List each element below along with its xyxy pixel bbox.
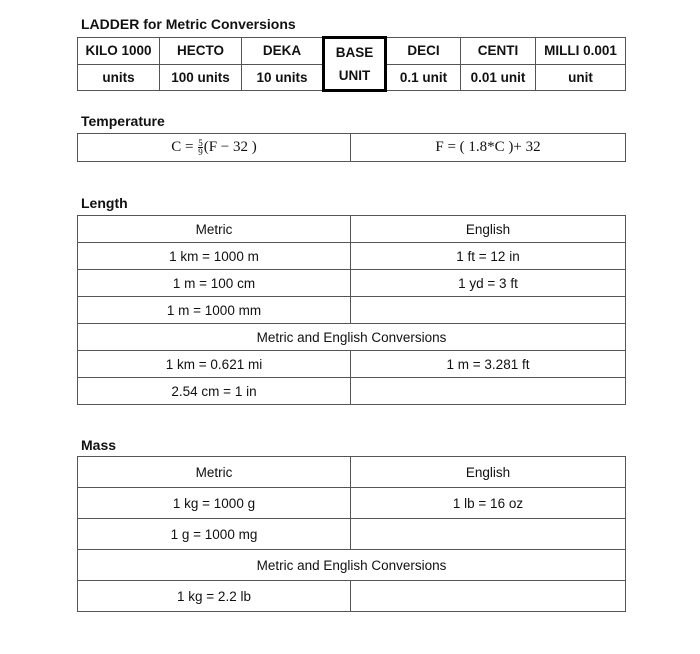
ladder-hecto: HECTO bbox=[160, 38, 242, 65]
ladder-deci: DECI bbox=[386, 38, 461, 65]
ladder-milli: MILLI 0.001 bbox=[536, 38, 626, 65]
page-title: LADDER for Metric Conversions bbox=[81, 16, 296, 32]
table-cell: 1 m = 3.281 ft bbox=[351, 351, 626, 378]
ladder-kilo: KILO 1000 bbox=[78, 38, 160, 65]
table-row bbox=[78, 324, 626, 351]
table-row bbox=[78, 519, 626, 550]
table-cell: 1 m = 1000 mm bbox=[78, 297, 351, 324]
mass-table bbox=[77, 456, 626, 612]
length-conversions-heading: Metric and English Conversions bbox=[78, 324, 626, 351]
table-cell: 1 yd = 3 ft bbox=[351, 270, 626, 297]
table-cell: 1 lb = 16 oz bbox=[351, 488, 626, 519]
length-table bbox=[77, 215, 626, 405]
mass-col-english: English bbox=[351, 457, 626, 488]
ladder-deci-units: 0.1 unit bbox=[386, 64, 461, 91]
table-cell bbox=[351, 581, 626, 612]
ladder-centi: CENTI bbox=[461, 38, 536, 65]
length-col-metric: Metric bbox=[78, 216, 351, 243]
metric-ladder-table bbox=[77, 36, 626, 92]
table-row bbox=[78, 581, 626, 612]
length-heading: Length bbox=[81, 195, 128, 211]
table-row bbox=[78, 378, 626, 405]
table-row bbox=[78, 550, 626, 581]
table-cell: 1 g = 1000 mg bbox=[78, 519, 351, 550]
fraction-five-ninths: $\frac{5}{9}$ bbox=[198, 138, 203, 158]
mass-heading: Mass bbox=[81, 437, 117, 453]
table-cell: 1 kg = 2.2 lb bbox=[78, 581, 351, 612]
temperature-table bbox=[77, 133, 626, 162]
ladder-hecto-units: 100 units bbox=[160, 64, 242, 91]
length-col-english: English bbox=[351, 216, 626, 243]
mass-col-metric: Metric bbox=[78, 457, 351, 488]
ladder-deka: DEKA bbox=[242, 38, 324, 65]
table-cell: 1 km = 0.621 mi bbox=[78, 351, 351, 378]
ladder-base-unit: BASE UNIT bbox=[324, 38, 386, 91]
table-row bbox=[78, 457, 626, 488]
ladder-milli-units: unit bbox=[536, 64, 626, 91]
table-row bbox=[78, 488, 626, 519]
ladder-centi-units: 0.01 unit bbox=[461, 64, 536, 91]
table-cell bbox=[351, 297, 626, 324]
table-cell: 1 m = 100 cm bbox=[78, 270, 351, 297]
table-cell: 1 km = 1000 m bbox=[78, 243, 351, 270]
table-row bbox=[78, 243, 626, 270]
table-cell: 2.54 cm = 1 in bbox=[78, 378, 351, 405]
celsius-formula: C = $\frac{5}{9}$ (F − 32 ) bbox=[78, 134, 351, 162]
table-row bbox=[78, 216, 626, 243]
temperature-heading: Temperature bbox=[81, 113, 165, 129]
fahrenheit-formula: F = ( 1.8*C )+ 32 bbox=[351, 134, 626, 162]
table-cell bbox=[351, 378, 626, 405]
table-cell: 1 kg = 1000 g bbox=[78, 488, 351, 519]
ladder-kilo-units: units bbox=[78, 64, 160, 91]
mass-conversions-heading: Metric and English Conversions bbox=[78, 550, 626, 581]
ladder-row-top bbox=[78, 38, 626, 65]
table-cell bbox=[351, 519, 626, 550]
table-cell: 1 ft = 12 in bbox=[351, 243, 626, 270]
table-row bbox=[78, 351, 626, 378]
ladder-deka-units: 10 units bbox=[242, 64, 324, 91]
table-row bbox=[78, 297, 626, 324]
table-row bbox=[78, 270, 626, 297]
